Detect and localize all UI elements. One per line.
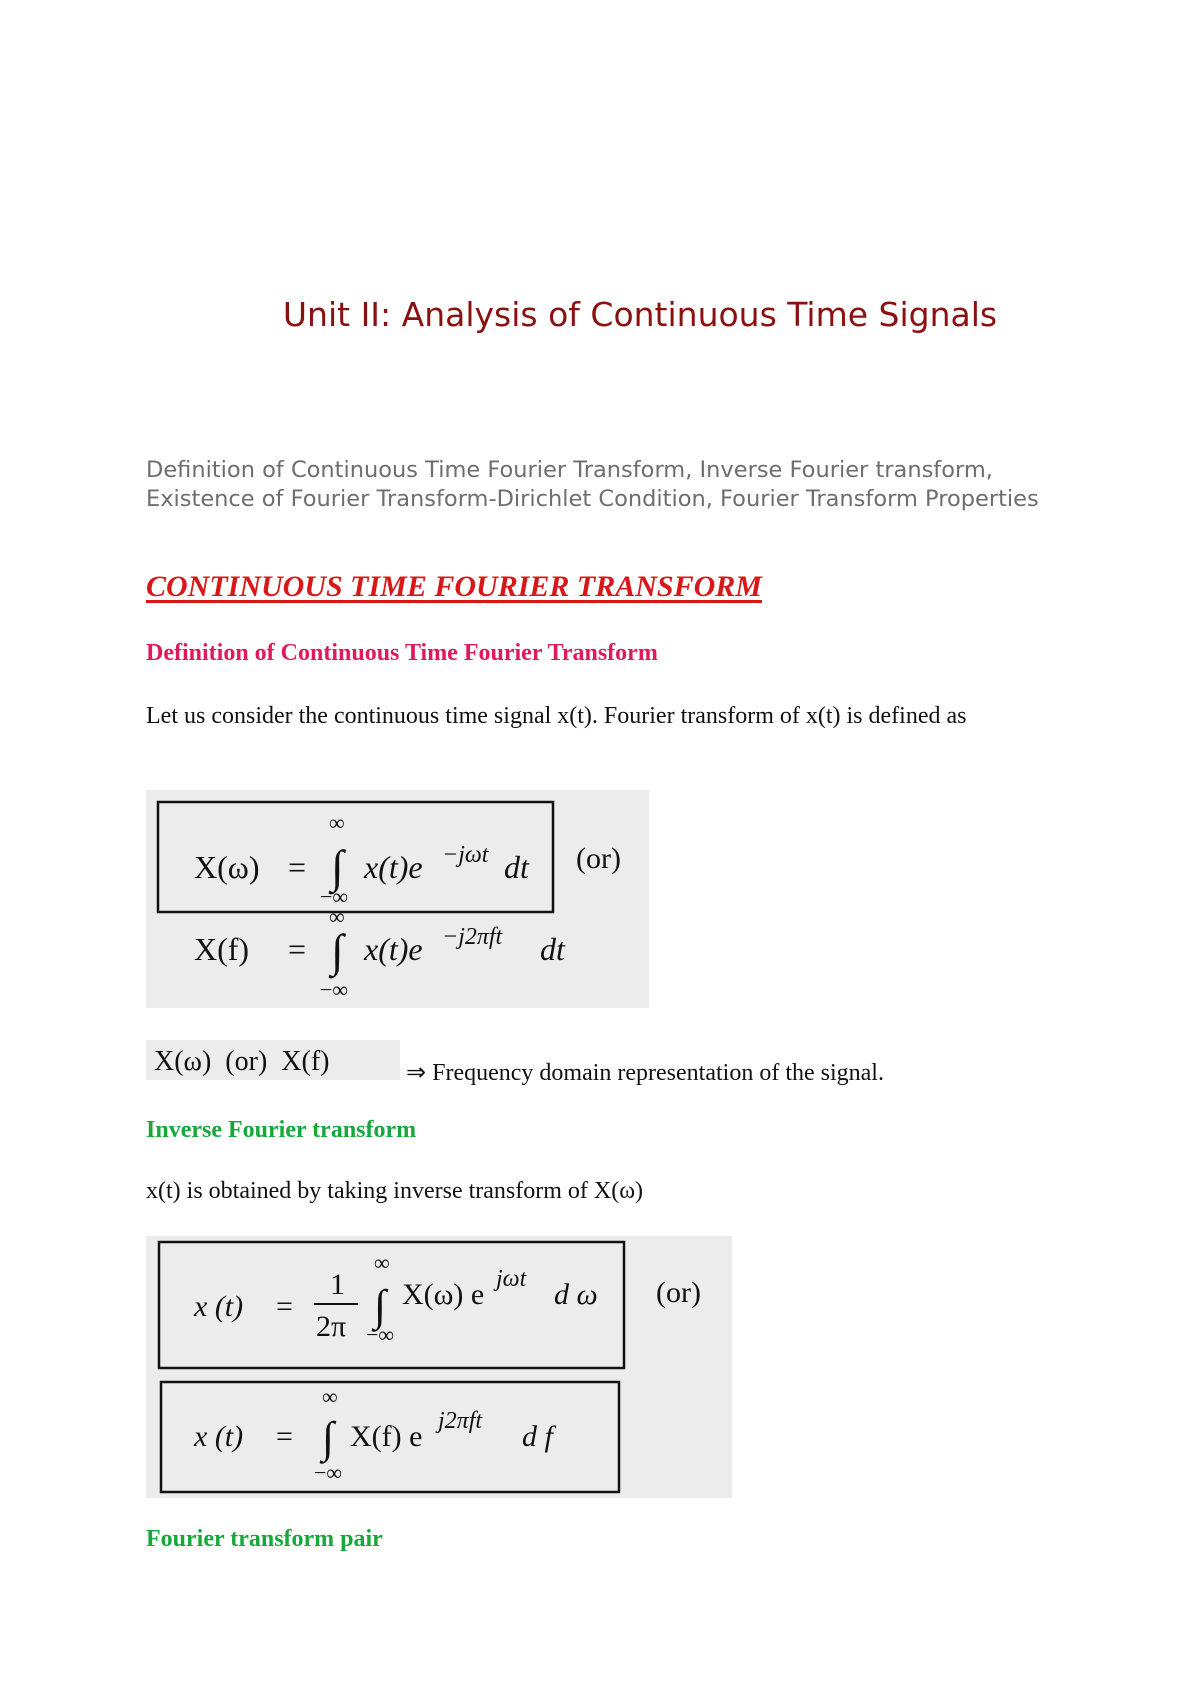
- integral-sign: ∫: [322, 1413, 335, 1462]
- inverse-heading: Inverse Fourier transform: [146, 1117, 417, 1143]
- ft-f-lower-limit: −∞: [320, 977, 349, 1002]
- ift-lhs: x (t): [194, 1290, 244, 1323]
- ft-lower-limit: −∞: [320, 884, 349, 909]
- definition-paragraph: Let us consider the continuous time signal x(t). Fourier transform of x(t) is defined as: [146, 703, 967, 729]
- ft-f-lhs: X(f): [194, 931, 250, 967]
- ift-f-differential: d f: [522, 1420, 553, 1453]
- definition-heading: Definition of Continuous Time Fourier Transform: [146, 640, 658, 666]
- freq-formula: X(ω) (or) X(f): [154, 1046, 330, 1077]
- or-label: (or): [656, 1276, 701, 1309]
- integral-sign: ∫: [331, 925, 344, 976]
- ft-exponent: −jωt: [442, 842, 489, 868]
- ift-denominator: 2π: [316, 1310, 347, 1343]
- ft-integrand: x(t)e: [364, 849, 423, 885]
- integral-sign: ∫: [331, 841, 344, 892]
- frequency-domain-formula-image: [146, 1040, 400, 1080]
- ft-f-integrand: x(t)e: [364, 931, 423, 967]
- ft-lhs: X(ω): [194, 849, 260, 885]
- ift-f-exponent: j2πft: [438, 1408, 483, 1434]
- integral-sign: ∫: [374, 1281, 387, 1330]
- pair-heading: Fourier transform pair: [146, 1526, 383, 1552]
- ft-f-upper-limit: ∞: [329, 904, 345, 929]
- ift-f-upper-limit: ∞: [322, 1384, 338, 1409]
- ift-integrand: X(ω) e: [402, 1278, 485, 1311]
- ft-f-eq: =: [288, 931, 307, 967]
- ift-lower-limit: −∞: [366, 1322, 395, 1347]
- ift-f-lower-limit: −∞: [314, 1460, 343, 1485]
- ft-upper-limit: ∞: [329, 810, 345, 835]
- frequency-domain-text: ⇒ Frequency domain representation of the signal.: [406, 1060, 884, 1086]
- ift-upper-limit: ∞: [374, 1250, 390, 1275]
- ift-numerator: 1: [330, 1268, 345, 1301]
- ift-differential: d ω: [554, 1278, 598, 1311]
- section-heading: CONTINUOUS TIME FOURIER TRANSFORM: [146, 570, 762, 603]
- ft-f-exponent: −j2πft: [442, 924, 503, 950]
- ft-differential: dt: [504, 849, 529, 885]
- ift-f-integrand: X(f) e: [350, 1420, 423, 1453]
- ft-eq: =: [288, 849, 307, 885]
- page-title: Unit II: Analysis of Continuous Time Signals: [282, 295, 998, 334]
- inverse-fourier-formula-image: [146, 1236, 732, 1498]
- ift-f-eq: =: [276, 1420, 293, 1453]
- or-label: (or): [576, 842, 621, 875]
- fourier-transform-formula-image: [146, 790, 649, 1008]
- ift-f-lhs: x (t): [194, 1420, 244, 1453]
- syllabus-text: Definition of Continuous Time Fourier Transform, Inverse Fourier transform, Existence of Fourier Transform-Dirichlet Condition, Fourier Transform Properties: [146, 457, 1039, 512]
- ft-f-differential: dt: [540, 931, 565, 967]
- inverse-paragraph: x(t) is obtained by taking inverse transform of X(ω): [146, 1178, 644, 1204]
- ift-exponent: jωt: [496, 1266, 527, 1292]
- ift-eq: =: [276, 1290, 293, 1323]
